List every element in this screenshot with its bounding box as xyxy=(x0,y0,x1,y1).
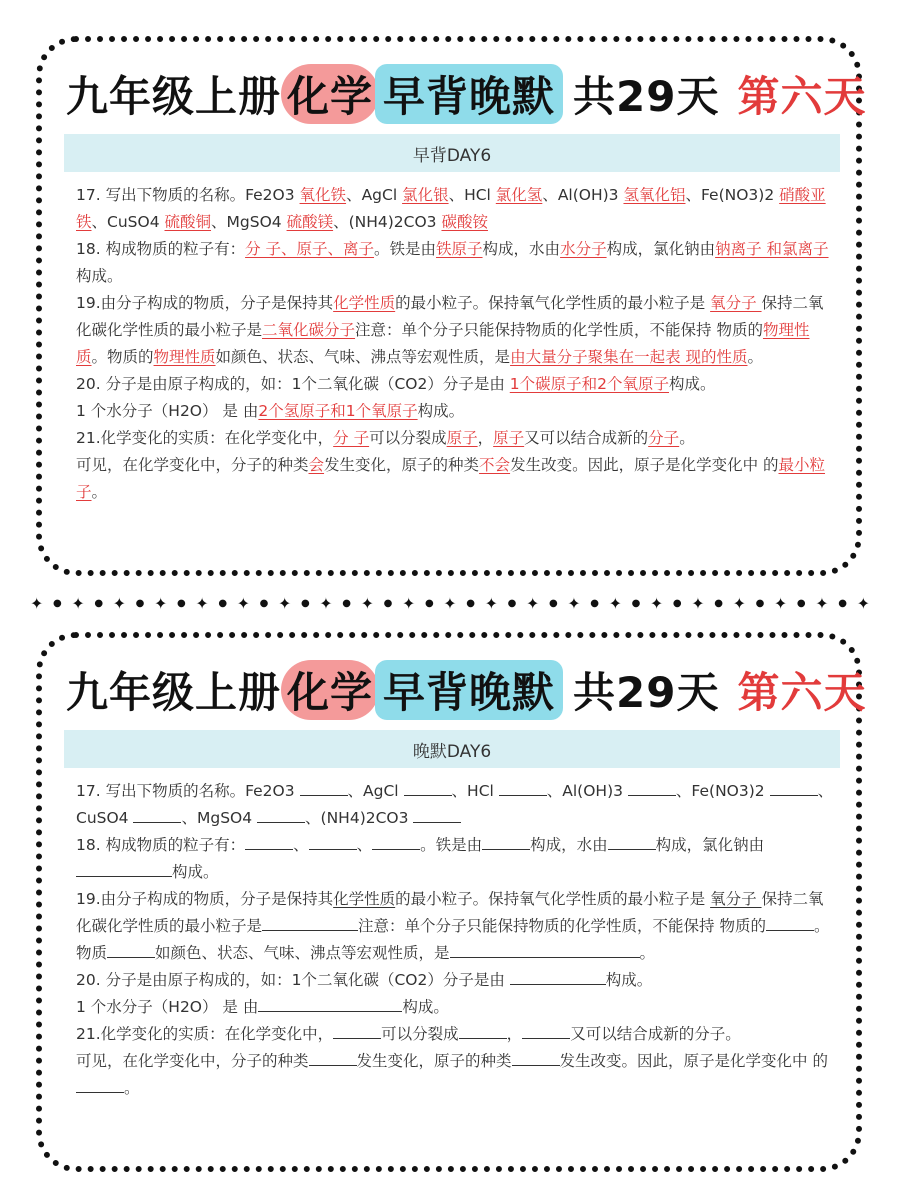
answer-blank[interactable] xyxy=(482,835,530,850)
section-divider: ✦ ● ✦ ● ✦ ● ✦ ● ✦ ● ✦ ● ✦ ● ✦ ● ✦ ● ✦ ● ✦ ● ✦ ● ✦ ● ✦ ● ✦ ● ✦ ● ✦ ● ✦ ● ✦ ● ✦ ● ✦ xyxy=(30,594,870,613)
answer-blank[interactable] xyxy=(522,1024,570,1039)
page-title-2: 九年级上册 化学 早背晚默 共29天 第六天 xyxy=(66,660,867,720)
answer-blank[interactable] xyxy=(766,916,814,931)
question-21-conclusion: 可见，在化学变化中，分子的种类 发生变化，原子的种类 发生改变。因此，原子是化学变化中 的。 xyxy=(76,1052,828,1097)
answer-blank[interactable] xyxy=(309,835,357,850)
answer-blank[interactable] xyxy=(608,835,656,850)
title-prefix: 九年级上册 xyxy=(66,72,282,121)
question-20-water: 1 个水分子（H2O） 是 由2个氢原子和1个氧原子构成。 xyxy=(76,402,465,420)
evening-content xyxy=(76,778,836,1102)
question-18: 18. 构成物质的粒子有：分 子、原子、离子。铁是由铁原子构成，水由水分子构成，氯化钠由钠离子 和氯离子构成。 xyxy=(76,240,829,285)
evening-card xyxy=(36,632,867,1172)
answer-blank[interactable] xyxy=(262,916,358,931)
answer-blank[interactable] xyxy=(512,1051,560,1066)
answer-blank[interactable] xyxy=(404,781,452,796)
question-20: 20. 分子是由原子构成的，如：1个二氧化碳（CO2）分子是由 构成。 xyxy=(76,971,653,989)
question-21: 21.化学变化的实质：在化学变化中， 可以分裂成 ， 又可以结合成新的分子。 xyxy=(76,1025,741,1043)
answer-blank[interactable] xyxy=(510,970,606,985)
section-label-evening: 晚默DAY6 xyxy=(64,730,840,768)
answer-blank[interactable] xyxy=(133,808,181,823)
answer-blank[interactable] xyxy=(245,835,293,850)
title-highlight-recite: 早背晚默 xyxy=(375,64,563,124)
answer-blank[interactable] xyxy=(257,808,305,823)
question-21: 21.化学变化的实质：在化学变化中，分 子可以分裂成原子，原子又可以结合成新的分子。 xyxy=(76,429,695,447)
answer-blank[interactable] xyxy=(628,781,676,796)
question-19: 19.由分子构成的物质，分子是保持其化学性质的最小粒子。保持氧气化学性质的最小粒子是 氧分子 保持二氧化碳化学性质的最小粒子是二氧化碳分子注意：单个分子只能保持物质的化学性质，不能保持 物质的物理性质。物质的物理性质如颜色、状态、气味、沸点等宏观性质，是由大量分子聚集在一起表 现的性质。 xyxy=(76,294,824,366)
question-20: 20. 分子是由原子构成的，如：1个二氧化碳（CO2）分子是由 1个碳原子和2个氧原子构成。 xyxy=(76,375,716,393)
answer-blank[interactable] xyxy=(413,808,461,823)
answer-blank[interactable] xyxy=(309,1051,357,1066)
section-label-morning: 早背DAY6 xyxy=(64,134,840,172)
answer-blank[interactable] xyxy=(450,943,640,958)
answer-blank[interactable] xyxy=(300,781,348,796)
answer-blank[interactable] xyxy=(258,997,402,1012)
answer-blank[interactable] xyxy=(770,781,818,796)
question-17: 17. 写出下物质的名称。Fe2O3 、AgCl 、HCl 、Al(OH)3 、Fe(NO3)2 、CuSO4 、MgSO4 、(NH4)2CO3 xyxy=(76,782,834,827)
answer-blank[interactable] xyxy=(107,943,155,958)
answer-blank[interactable] xyxy=(372,835,420,850)
question-21-conclusion: 可见，在化学变化中，分子的种类会发生变化，原子的种类不会发生改变。因此，原子是化学变化中 的最小粒子。 xyxy=(76,456,826,501)
morning-card xyxy=(36,36,867,576)
page-title xyxy=(66,64,867,124)
question-19: 19.由分子构成的物质，分子是保持其化学性质的最小粒子。保持氧气化学性质的最小粒子是 氧分子 保持二氧化碳化学性质的最小粒子是 注意：单个分子只能保持物质的化学性质，不能保持 物质的 。物质 如颜色、状态、气味、沸点等宏观性质，是 。 xyxy=(76,890,830,962)
question-20-water: 1 个水分子（H2O） 是 由 构成。 xyxy=(76,998,449,1016)
answer-blank[interactable] xyxy=(459,1024,507,1039)
title-day: 第六天 xyxy=(737,72,867,121)
question-18: 18. 构成物质的粒子有： 、 、 。铁是由 构成，水由 构成，氯化钠由构成。 xyxy=(76,836,765,881)
title-suffix: 共29天 xyxy=(573,72,720,121)
answer-blank[interactable] xyxy=(76,1078,124,1093)
answer-blank[interactable] xyxy=(76,862,172,877)
question-17: 17. 写出下物质的名称。Fe2O3 氧化铁、AgCl 氯化银、HCl 氯化氢、Al(OH)3 氢氧化铝、Fe(NO3)2 硝酸亚铁、CuSO4 硫酸铜、MgSO4 硫酸镁、(NH4)2CO3 碳酸铵 xyxy=(76,186,826,231)
sparkle-icon: ✦ xyxy=(30,594,44,613)
answer-blank[interactable] xyxy=(333,1024,381,1039)
answer-blank[interactable] xyxy=(499,781,547,796)
title-highlight-chemistry: 化学 xyxy=(281,64,379,124)
morning-content xyxy=(76,182,836,506)
